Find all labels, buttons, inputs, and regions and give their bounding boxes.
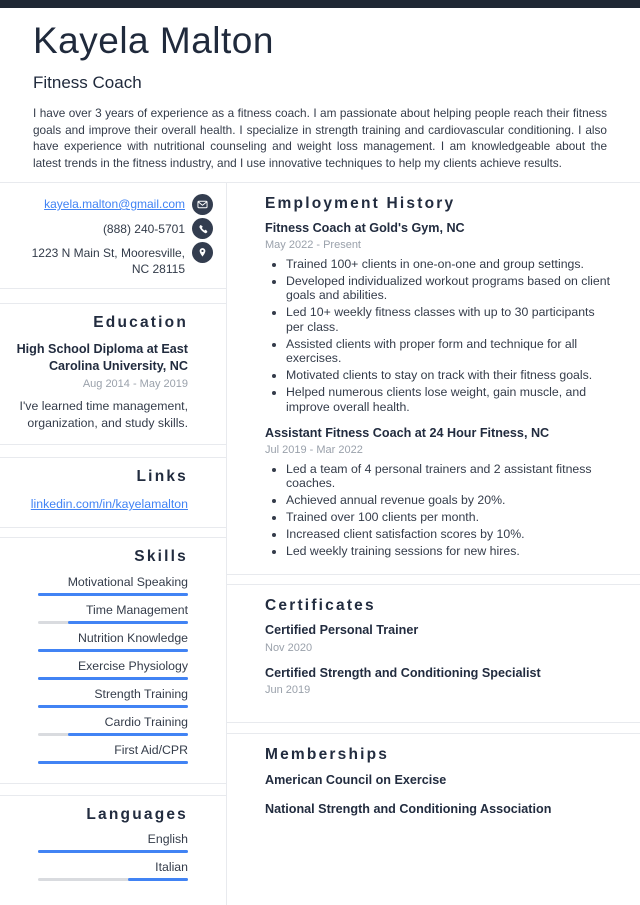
envelope-icon bbox=[192, 194, 213, 215]
job-dates: May 2022 - Present bbox=[265, 238, 361, 251]
contact-address-row bbox=[10, 242, 213, 277]
job-bullet: • Trained over 100 clients per month. bbox=[286, 510, 612, 525]
skill-level-bar bbox=[38, 705, 188, 708]
membership-entry: National Strength and Conditioning Association bbox=[265, 801, 552, 816]
employment-history-heading: Employment History bbox=[265, 195, 456, 212]
skill-level-bar bbox=[38, 677, 188, 680]
job-bullet: • Developed individualized workout programs based on client goals and abilities. bbox=[286, 274, 612, 303]
job-bullet-list bbox=[265, 257, 612, 415]
language-level-bar bbox=[38, 850, 188, 853]
candidate-job-title: Fitness Coach bbox=[33, 73, 142, 93]
certificates-heading: Certificates bbox=[265, 597, 376, 615]
contact-email-row bbox=[10, 194, 213, 215]
job-bullet: • Assisted clients with proper form and technique for all exercises. bbox=[286, 337, 612, 366]
education-section bbox=[0, 303, 226, 445]
skill-item bbox=[12, 715, 188, 736]
postal-address: 1223 N Main St, Mooresville, NC 28115 bbox=[31, 246, 185, 277]
certificate-date: Jun 2019 bbox=[265, 684, 311, 697]
skill-name: Cardio Training bbox=[104, 714, 188, 729]
skill-level-bar bbox=[38, 733, 188, 736]
skill-name: Time Management bbox=[85, 602, 188, 617]
skill-item bbox=[12, 659, 188, 680]
education-description: I've learned time management, organization, and study skills. bbox=[19, 398, 188, 431]
language-name: English bbox=[147, 832, 188, 847]
job-title: Assistant Fitness Coach at 24 Hour Fitness, NC bbox=[265, 426, 550, 441]
skill-level-bar bbox=[38, 593, 188, 596]
job-bullet-list bbox=[265, 462, 612, 559]
location-icon bbox=[192, 242, 213, 263]
language-item bbox=[12, 832, 188, 853]
contact-section bbox=[0, 182, 226, 289]
job-bullet: • Led weekly training sessions for new hires. bbox=[286, 544, 612, 559]
two-column-body bbox=[0, 182, 640, 905]
job-bullet: • Led 10+ weekly fitness classes with up to 30 participants per class. bbox=[286, 305, 612, 334]
skill-item bbox=[12, 575, 188, 596]
job-entry bbox=[265, 220, 612, 414]
skill-name: Strength Training bbox=[94, 686, 188, 701]
email-link[interactable]: kayela.malton@gmail.com bbox=[44, 197, 185, 211]
membership-entry: American Council on Exercise bbox=[265, 772, 447, 787]
skills-heading: Skills bbox=[134, 547, 188, 565]
education-dates: Aug 2014 - May 2019 bbox=[82, 377, 188, 390]
skill-name: First Aid/CPR bbox=[114, 742, 188, 757]
certificate-date: Nov 2020 bbox=[265, 641, 313, 654]
contact-phone-row bbox=[10, 218, 213, 239]
linkedin-link[interactable]: linkedin.com/in/kayelamalton bbox=[30, 496, 188, 511]
skill-level-bar bbox=[38, 649, 188, 652]
skill-item bbox=[12, 687, 188, 708]
languages-heading: Languages bbox=[86, 805, 188, 823]
links-heading: Links bbox=[136, 468, 188, 486]
skill-name: Nutrition Knowledge bbox=[77, 630, 188, 645]
resume-header bbox=[0, 8, 640, 171]
certificate-name: Certified Strength and Conditioning Specialist bbox=[265, 665, 541, 680]
job-bullet: • Led a team of 4 personal trainers and 2 assistant fitness coaches. bbox=[286, 462, 612, 491]
phone-icon bbox=[192, 218, 213, 239]
profile-summary: I have over 3 years of experience as a fitness coach. I am passionate about helping people reach their fitness goals and improve their overall health. I specialize in strength training and cardiovascular conditioning. I also have experience with nutritional counseling and weight loss management. I am knowledgeable about the latest trends in the fitness industry, and I use innovative techniques to help my clients achieve results. bbox=[33, 106, 607, 170]
job-dates: Jul 2019 - Mar 2022 bbox=[265, 443, 363, 456]
memberships-heading: Memberships bbox=[265, 746, 390, 764]
job-entry bbox=[265, 425, 612, 558]
sidebar-column bbox=[0, 182, 226, 905]
skill-level-bar bbox=[38, 761, 188, 764]
job-bullet: • Increased client satisfaction scores by 10%. bbox=[286, 527, 612, 542]
job-title: Fitness Coach at Gold's Gym, NC bbox=[265, 221, 465, 236]
job-bullet: • Achieved annual revenue goals by 20%. bbox=[286, 493, 612, 508]
job-bullet: • Helped numerous clients lose weight, gain muscle, and improve overall health. bbox=[286, 385, 612, 414]
job-bullet: • Trained 100+ clients in one-on-one and group settings. bbox=[286, 257, 612, 272]
skill-name: Exercise Physiology bbox=[77, 658, 188, 673]
skill-item bbox=[12, 631, 188, 652]
certificate-entry bbox=[265, 622, 612, 653]
certificate-entry bbox=[265, 665, 612, 696]
certificates-section bbox=[227, 584, 640, 723]
top-accent-bar bbox=[0, 0, 640, 8]
certificate-name: Certified Personal Trainer bbox=[265, 623, 419, 638]
skill-level-bar bbox=[38, 621, 188, 624]
language-level-bar bbox=[38, 878, 188, 881]
language-item bbox=[12, 860, 188, 881]
employment-history-section bbox=[227, 182, 640, 575]
education-degree: High School Diploma at East Carolina University, NC bbox=[16, 341, 188, 373]
languages-section bbox=[0, 795, 226, 905]
job-bullet: • Motivated clients to stay on track with their fitness goals. bbox=[286, 368, 612, 383]
skill-item bbox=[12, 603, 188, 624]
links-section bbox=[0, 457, 226, 528]
skill-name: Motivational Speaking bbox=[67, 574, 188, 589]
phone-number: (888) 240-5701 bbox=[102, 222, 185, 236]
education-heading: Education bbox=[93, 314, 188, 332]
candidate-name: Kayela Malton bbox=[33, 20, 274, 61]
memberships-section bbox=[227, 733, 640, 905]
main-column bbox=[226, 182, 640, 905]
skills-section bbox=[0, 537, 226, 784]
skill-item bbox=[12, 743, 188, 764]
language-name: Italian bbox=[155, 860, 188, 875]
